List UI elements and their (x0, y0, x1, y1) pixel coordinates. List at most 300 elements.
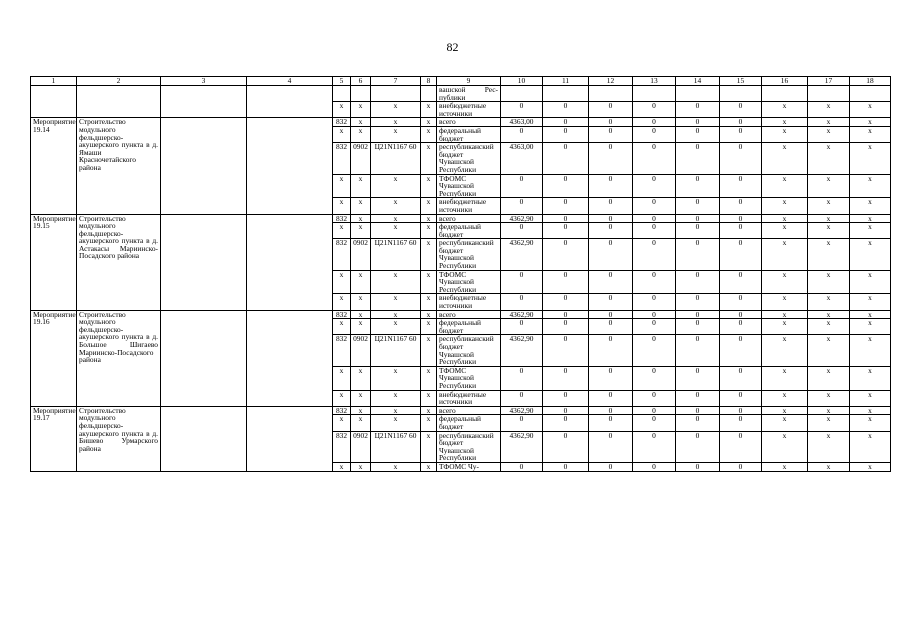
section-cell: x (351, 174, 371, 198)
empty-cell-4 (247, 310, 333, 406)
value-cell: x (850, 118, 891, 127)
expense-group-cell: x (421, 390, 437, 406)
expense-group-cell: x (421, 102, 437, 118)
value-cell: x (808, 174, 850, 198)
value-cell: x (808, 415, 850, 431)
expense-group-cell: x (421, 239, 437, 270)
table-row (31, 310, 891, 319)
value-cell: 0 (720, 294, 762, 310)
value-cell: 0 (543, 335, 589, 366)
grbs-cell: x (333, 102, 351, 118)
grbs-cell: x (333, 415, 351, 431)
target-article-cell: x (371, 174, 421, 198)
value-cell: x (762, 415, 808, 431)
source-cell: федеральный бюджет (437, 415, 501, 431)
empty-cell-4 (247, 86, 333, 118)
header-cell: 12 (589, 77, 633, 86)
source-cell: внебюджетные источники (437, 102, 501, 118)
value-cell: 0 (720, 270, 762, 294)
value-cell: 0 (633, 239, 676, 270)
page-number: 82 (446, 40, 459, 54)
source-cell: федеральный бюджет (437, 319, 501, 335)
value-cell: 0 (720, 198, 762, 214)
value-cell: x (808, 270, 850, 294)
target-article-cell: x (371, 310, 421, 319)
section-cell: x (351, 462, 371, 471)
empty-cell-3 (161, 118, 247, 214)
expense-group-cell: x (421, 462, 437, 471)
header-cell: 11 (543, 77, 589, 86)
value-cell: 0 (633, 143, 676, 174)
value-cell: 0 (633, 310, 676, 319)
header-cell: 9 (437, 77, 501, 86)
value-cell: 0 (501, 270, 543, 294)
value-cell: x (808, 406, 850, 415)
value-cell: x (850, 390, 891, 406)
value-cell: x (850, 270, 891, 294)
expense-group-cell: x (421, 431, 437, 462)
value-cell: 0 (589, 174, 633, 198)
empty-cell-3 (161, 214, 247, 310)
value-cell (676, 86, 720, 102)
value-cell: x (808, 335, 850, 366)
value-cell: 0 (633, 462, 676, 471)
value-cell: x (762, 214, 808, 223)
table-body (31, 77, 891, 472)
section-cell: x (351, 310, 371, 319)
source-cell: ТФОМС Чувашской Республики (437, 366, 501, 390)
value-cell: 0 (676, 143, 720, 174)
target-article-cell: x (371, 415, 421, 431)
value-cell: 0 (720, 223, 762, 239)
value-cell: 0 (676, 335, 720, 366)
target-article-cell: Ц21N1167 60 (371, 431, 421, 462)
value-cell: 0 (589, 143, 633, 174)
grbs-cell: x (333, 198, 351, 214)
target-article-cell: Ц21N1167 60 (371, 239, 421, 270)
value-cell: x (762, 390, 808, 406)
event-cell: Мероприятие 19.17 (31, 406, 77, 471)
value-cell: x (808, 366, 850, 390)
value-cell: 0 (633, 102, 676, 118)
description-cell: Строительство модульного фельдшерско-акушерского пункта в д. Астакасы Мариинско-Посадского района (77, 214, 161, 310)
value-cell: 0 (676, 406, 720, 415)
target-article-cell: x (371, 270, 421, 294)
header-cell: 14 (676, 77, 720, 86)
source-cell: республиканский бюджет Чувашской Республики (437, 335, 501, 366)
header-cell: 3 (161, 77, 247, 86)
expense-group-cell: x (421, 294, 437, 310)
section-cell: x (351, 270, 371, 294)
value-cell: 0 (543, 406, 589, 415)
grbs-cell: 832 (333, 239, 351, 270)
value-cell: 0 (589, 415, 633, 431)
value-cell: x (808, 319, 850, 335)
section-cell: x (351, 319, 371, 335)
empty-cell-4 (247, 214, 333, 310)
target-article-cell: x (371, 462, 421, 471)
value-cell: 0 (543, 294, 589, 310)
value-cell: 0 (676, 214, 720, 223)
value-cell: x (762, 335, 808, 366)
grbs-cell: x (333, 174, 351, 198)
value-cell (543, 86, 589, 102)
section-cell: x (351, 223, 371, 239)
value-cell: 0 (633, 294, 676, 310)
source-cell: республиканский бюджет Чувашской Республики (437, 431, 501, 462)
section-cell: x (351, 126, 371, 142)
grbs-cell: 832 (333, 118, 351, 127)
target-article-cell: x (371, 214, 421, 223)
grbs-cell: x (333, 294, 351, 310)
value-cell: 0 (589, 118, 633, 127)
value-cell: x (762, 102, 808, 118)
value-cell: x (808, 239, 850, 270)
value-cell: 0 (676, 415, 720, 431)
grbs-cell: 832 (333, 431, 351, 462)
section-cell: 0902 (351, 335, 371, 366)
value-cell: 0 (543, 102, 589, 118)
value-cell: 0 (633, 415, 676, 431)
value-cell: 0 (543, 143, 589, 174)
value-cell (501, 86, 543, 102)
value-cell: x (762, 319, 808, 335)
value-cell: 0 (633, 406, 676, 415)
header-cell: 2 (77, 77, 161, 86)
expense-group-cell: x (421, 366, 437, 390)
value-cell: x (808, 462, 850, 471)
value-cell: x (808, 431, 850, 462)
description-cell: Строительство модульного фельдшерско-акушерского пункта в д. Большое Шигаево Мариинско-Посадского района (77, 310, 161, 406)
target-article-cell: x (371, 223, 421, 239)
value-cell: 0 (720, 143, 762, 174)
value-cell: x (762, 239, 808, 270)
value-cell: 0 (501, 462, 543, 471)
value-cell: 0 (501, 102, 543, 118)
source-cell: внебюджетные источники (437, 390, 501, 406)
value-cell: 4363,00 (501, 118, 543, 127)
value-cell: 0 (676, 319, 720, 335)
value-cell: 0 (676, 126, 720, 142)
value-cell: 4362,90 (501, 239, 543, 270)
value-cell: 0 (543, 431, 589, 462)
description-cell (77, 86, 161, 118)
value-cell: x (762, 198, 808, 214)
value-cell: 0 (501, 415, 543, 431)
event-cell: Мероприятие 19.14 (31, 118, 77, 214)
value-cell: x (850, 102, 891, 118)
value-cell (850, 86, 891, 102)
value-cell (720, 86, 762, 102)
source-cell: федеральный бюджет (437, 126, 501, 142)
value-cell: 0 (720, 366, 762, 390)
grbs-cell (333, 86, 351, 102)
value-cell: x (762, 143, 808, 174)
value-cell: x (808, 118, 850, 127)
value-cell: x (850, 239, 891, 270)
value-cell: 0 (676, 118, 720, 127)
value-cell: x (808, 102, 850, 118)
value-cell: 0 (501, 126, 543, 142)
value-cell: x (808, 126, 850, 142)
source-cell: всего (437, 310, 501, 319)
section-cell: 0902 (351, 431, 371, 462)
source-cell: всего (437, 406, 501, 415)
value-cell: 0 (589, 214, 633, 223)
target-article-cell: x (371, 390, 421, 406)
value-cell: 0 (543, 462, 589, 471)
target-article-cell: x (371, 126, 421, 142)
empty-cell-4 (247, 118, 333, 214)
value-cell: 0 (501, 294, 543, 310)
value-cell: 0 (633, 319, 676, 335)
header-cell: 10 (501, 77, 543, 86)
grbs-cell: 832 (333, 335, 351, 366)
value-cell: x (762, 310, 808, 319)
value-cell: 0 (501, 319, 543, 335)
source-cell: внебюджетные источники (437, 198, 501, 214)
value-cell: 0 (676, 223, 720, 239)
value-cell: 0 (720, 126, 762, 142)
empty-cell-3 (161, 310, 247, 406)
value-cell: 0 (543, 319, 589, 335)
grbs-cell: x (333, 390, 351, 406)
section-cell: x (351, 198, 371, 214)
grbs-cell: 832 (333, 214, 351, 223)
target-article-cell: x (371, 198, 421, 214)
value-cell: 0 (543, 390, 589, 406)
value-cell: 0 (589, 310, 633, 319)
grbs-cell: x (333, 270, 351, 294)
value-cell: 0 (543, 366, 589, 390)
description-cell: Строительство модульного фельдшерско-акушерского пункта в д. Ямаши Красночетайского района (77, 118, 161, 214)
value-cell: x (762, 406, 808, 415)
value-cell: 0 (633, 118, 676, 127)
value-cell: x (762, 174, 808, 198)
table-row (31, 214, 891, 223)
value-cell: 0 (676, 431, 720, 462)
value-cell: x (808, 390, 850, 406)
value-cell: x (762, 431, 808, 462)
section-cell: x (351, 406, 371, 415)
value-cell: 0 (589, 102, 633, 118)
value-cell: 4362,90 (501, 335, 543, 366)
table-row (31, 118, 891, 127)
header-cell: 6 (351, 77, 371, 86)
value-cell: 0 (720, 174, 762, 198)
grbs-cell: x (333, 366, 351, 390)
value-cell: 0 (720, 335, 762, 366)
section-cell: 0902 (351, 239, 371, 270)
value-cell: 0 (676, 239, 720, 270)
event-cell: Мероприятие 19.15 (31, 214, 77, 310)
section-cell (351, 86, 371, 102)
header-cell: 18 (850, 77, 891, 86)
value-cell: 0 (501, 366, 543, 390)
value-cell: 0 (501, 223, 543, 239)
value-cell: 0 (543, 118, 589, 127)
value-cell: 0 (589, 270, 633, 294)
empty-cell-4 (247, 406, 333, 471)
value-cell: 0 (720, 118, 762, 127)
expense-group-cell: x (421, 335, 437, 366)
value-cell: 0 (676, 294, 720, 310)
value-cell: x (850, 406, 891, 415)
value-cell: x (850, 126, 891, 142)
grbs-cell: x (333, 462, 351, 471)
value-cell: x (808, 214, 850, 223)
value-cell: 4362,90 (501, 406, 543, 415)
header-cell: 7 (371, 77, 421, 86)
header-cell: 4 (247, 77, 333, 86)
value-cell: x (762, 270, 808, 294)
value-cell: 4362,90 (501, 431, 543, 462)
target-article-cell: x (371, 366, 421, 390)
header-cell: 16 (762, 77, 808, 86)
section-cell: x (351, 294, 371, 310)
target-article-cell (371, 86, 421, 102)
budget-table (30, 76, 891, 472)
value-cell: 0 (676, 270, 720, 294)
expense-group-cell: x (421, 406, 437, 415)
value-cell: x (850, 214, 891, 223)
value-cell (762, 86, 808, 102)
value-cell: 0 (589, 223, 633, 239)
header-cell: 1 (31, 77, 77, 86)
header-cell: 15 (720, 77, 762, 86)
value-cell: 0 (720, 390, 762, 406)
value-cell: 0 (676, 198, 720, 214)
expense-group-cell: x (421, 118, 437, 127)
value-cell: 0 (543, 214, 589, 223)
value-cell (633, 86, 676, 102)
value-cell: 0 (543, 270, 589, 294)
value-cell: 0 (589, 198, 633, 214)
value-cell (808, 86, 850, 102)
source-cell: республиканский бюджет Чувашской Республики (437, 239, 501, 270)
section-cell: x (351, 102, 371, 118)
value-cell: 0 (633, 223, 676, 239)
value-cell: 0 (543, 174, 589, 198)
expense-group-cell: x (421, 126, 437, 142)
value-cell: 0 (589, 406, 633, 415)
section-cell: x (351, 214, 371, 223)
header-cell: 8 (421, 77, 437, 86)
source-cell: ТФОМС Чувашской Республики (437, 270, 501, 294)
value-cell: 0 (720, 406, 762, 415)
target-article-cell: Ц21N1167 60 (371, 335, 421, 366)
value-cell: 0 (589, 335, 633, 366)
section-cell: x (351, 118, 371, 127)
expense-group-cell: x (421, 198, 437, 214)
target-article-cell: Ц21N1167 60 (371, 143, 421, 174)
value-cell: 0 (589, 126, 633, 142)
value-cell: x (850, 198, 891, 214)
expense-group-cell: x (421, 319, 437, 335)
value-cell: 0 (589, 239, 633, 270)
value-cell: x (850, 366, 891, 390)
expense-group-cell: x (421, 143, 437, 174)
value-cell: x (762, 118, 808, 127)
header-cell: 13 (633, 77, 676, 86)
value-cell: 0 (589, 462, 633, 471)
empty-cell-3 (161, 406, 247, 471)
grbs-cell: x (333, 126, 351, 142)
value-cell: x (850, 143, 891, 174)
value-cell: 0 (589, 294, 633, 310)
value-cell: 0 (543, 310, 589, 319)
value-cell: 0 (543, 239, 589, 270)
value-cell: 0 (633, 214, 676, 223)
value-cell: 0 (720, 102, 762, 118)
source-cell: всего (437, 118, 501, 127)
value-cell: 0 (720, 239, 762, 270)
source-cell: ТФОМС Чувашской Республики (437, 174, 501, 198)
value-cell: 0 (543, 223, 589, 239)
value-cell: x (808, 223, 850, 239)
grbs-cell: x (333, 319, 351, 335)
source-cell: внебюджетные источники (437, 294, 501, 310)
value-cell: 0 (633, 174, 676, 198)
value-cell: x (808, 310, 850, 319)
grbs-cell: 832 (333, 143, 351, 174)
value-cell: 0 (633, 431, 676, 462)
expense-group-cell: x (421, 310, 437, 319)
value-cell: 0 (676, 390, 720, 406)
value-cell: 4362,90 (501, 214, 543, 223)
section-cell: x (351, 390, 371, 406)
value-cell: x (850, 223, 891, 239)
target-article-cell: x (371, 294, 421, 310)
value-cell: x (850, 462, 891, 471)
value-cell: 0 (720, 214, 762, 223)
target-article-cell: x (371, 406, 421, 415)
expense-group-cell: x (421, 223, 437, 239)
value-cell: 0 (543, 415, 589, 431)
source-cell: республиканский бюджет Чувашской Республики (437, 143, 501, 174)
table-row (31, 406, 891, 415)
value-cell: 0 (720, 319, 762, 335)
source-cell: федеральный бюджет (437, 223, 501, 239)
section-cell: 0902 (351, 143, 371, 174)
value-cell: 0 (633, 335, 676, 366)
value-cell: 0 (589, 390, 633, 406)
description-cell: Строительство модульного фельдшерско-акушерского пункта в д. Бишево Урмарского района (77, 406, 161, 471)
expense-group-cell: x (421, 174, 437, 198)
value-cell: x (762, 223, 808, 239)
value-cell: x (850, 319, 891, 335)
value-cell: 0 (501, 174, 543, 198)
value-cell: 0 (720, 462, 762, 471)
value-cell: 0 (589, 431, 633, 462)
header-cell: 17 (808, 77, 850, 86)
value-cell: 4363,00 (501, 143, 543, 174)
value-cell: 0 (633, 198, 676, 214)
target-article-cell: x (371, 319, 421, 335)
value-cell: x (808, 294, 850, 310)
value-cell: x (762, 462, 808, 471)
source-cell: всего (437, 214, 501, 223)
header-row (31, 77, 891, 86)
value-cell: 0 (720, 431, 762, 462)
section-cell: x (351, 366, 371, 390)
value-cell: x (850, 294, 891, 310)
value-cell: 0 (589, 366, 633, 390)
value-cell: 0 (633, 126, 676, 142)
value-cell: 0 (720, 310, 762, 319)
value-cell: 4362,90 (501, 310, 543, 319)
grbs-cell: 832 (333, 406, 351, 415)
